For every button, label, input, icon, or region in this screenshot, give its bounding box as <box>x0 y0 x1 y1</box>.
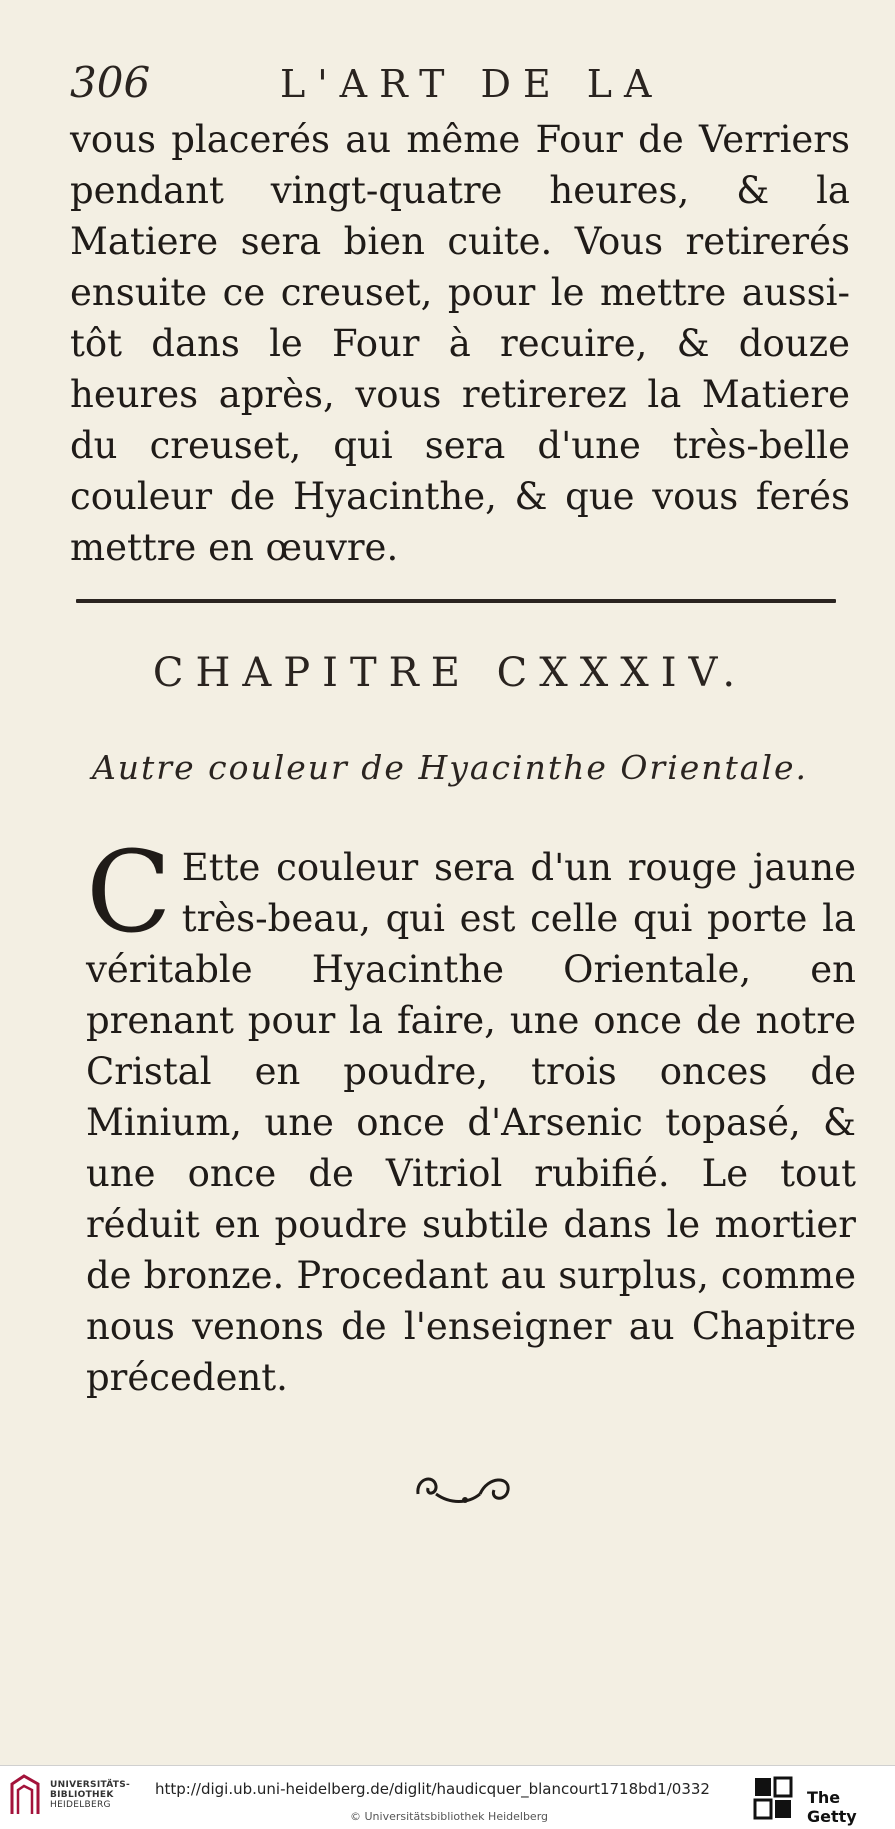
paragraph-1-text: vous placerés au même Four de Verriers pendant vingt-quatre heures, & la Matiere sera bien cuite. Vous retirerés ensuite ce creuset, pour le mettre aussi-tôt dans le Four à recuire, & douze heures après, vous retirerez la Matiere du creuset, qui sera d'une très-belle couleur de Hyacinthe, & que vous ferés mettre en œuvre. <box>70 118 850 569</box>
uni-heidelberg-logo-icon <box>8 1774 42 1818</box>
document-url-link[interactable]: http://digi.ub.uni-heidelberg.de/diglit/haudicquer_blancourt1718bd1/0332 <box>155 1780 710 1798</box>
chapter-subtitle: Autre couleur de Hyacinthe Orientale. <box>91 748 809 787</box>
partner-name: The Getty <box>807 1788 857 1826</box>
viewer-footer <box>0 1765 895 1829</box>
page-header <box>70 58 850 114</box>
university-name: UNIVERSITÄTS- BIBLIOTHEK HEIDELBERG <box>50 1780 131 1810</box>
paragraph-2-text: Ette couleur sera d'un rouge jaune très-beau, qui est celle qui porte la véritable Hyacinthe Orientale, en prenant pour la faire, une once de notre Cristal en poudre, trois onces de Minium, une once d'Arsenic topasé, & une once de Vitriol rubifié. Le tout réduit en poudre subtile dans le mortier de bronze. Procedant au surplus, comme nous venons de l'enseigner au Chapitre précedent. <box>86 846 856 1399</box>
copyright-notice: © Universitätsbibliothek Heidelberg <box>350 1810 549 1823</box>
running-title: L'ART DE LA <box>280 62 664 106</box>
drop-cap: C <box>86 828 172 958</box>
getty-logo-icon <box>753 1776 793 1820</box>
chapter-paragraph <box>86 828 856 1403</box>
section-divider <box>76 599 836 603</box>
continuation-paragraph <box>70 114 850 573</box>
chapter-title: CHAPITRE CXXXIV. <box>152 650 748 696</box>
fleuron-ornament-icon <box>410 1464 520 1508</box>
page-number: 306 <box>70 58 151 107</box>
